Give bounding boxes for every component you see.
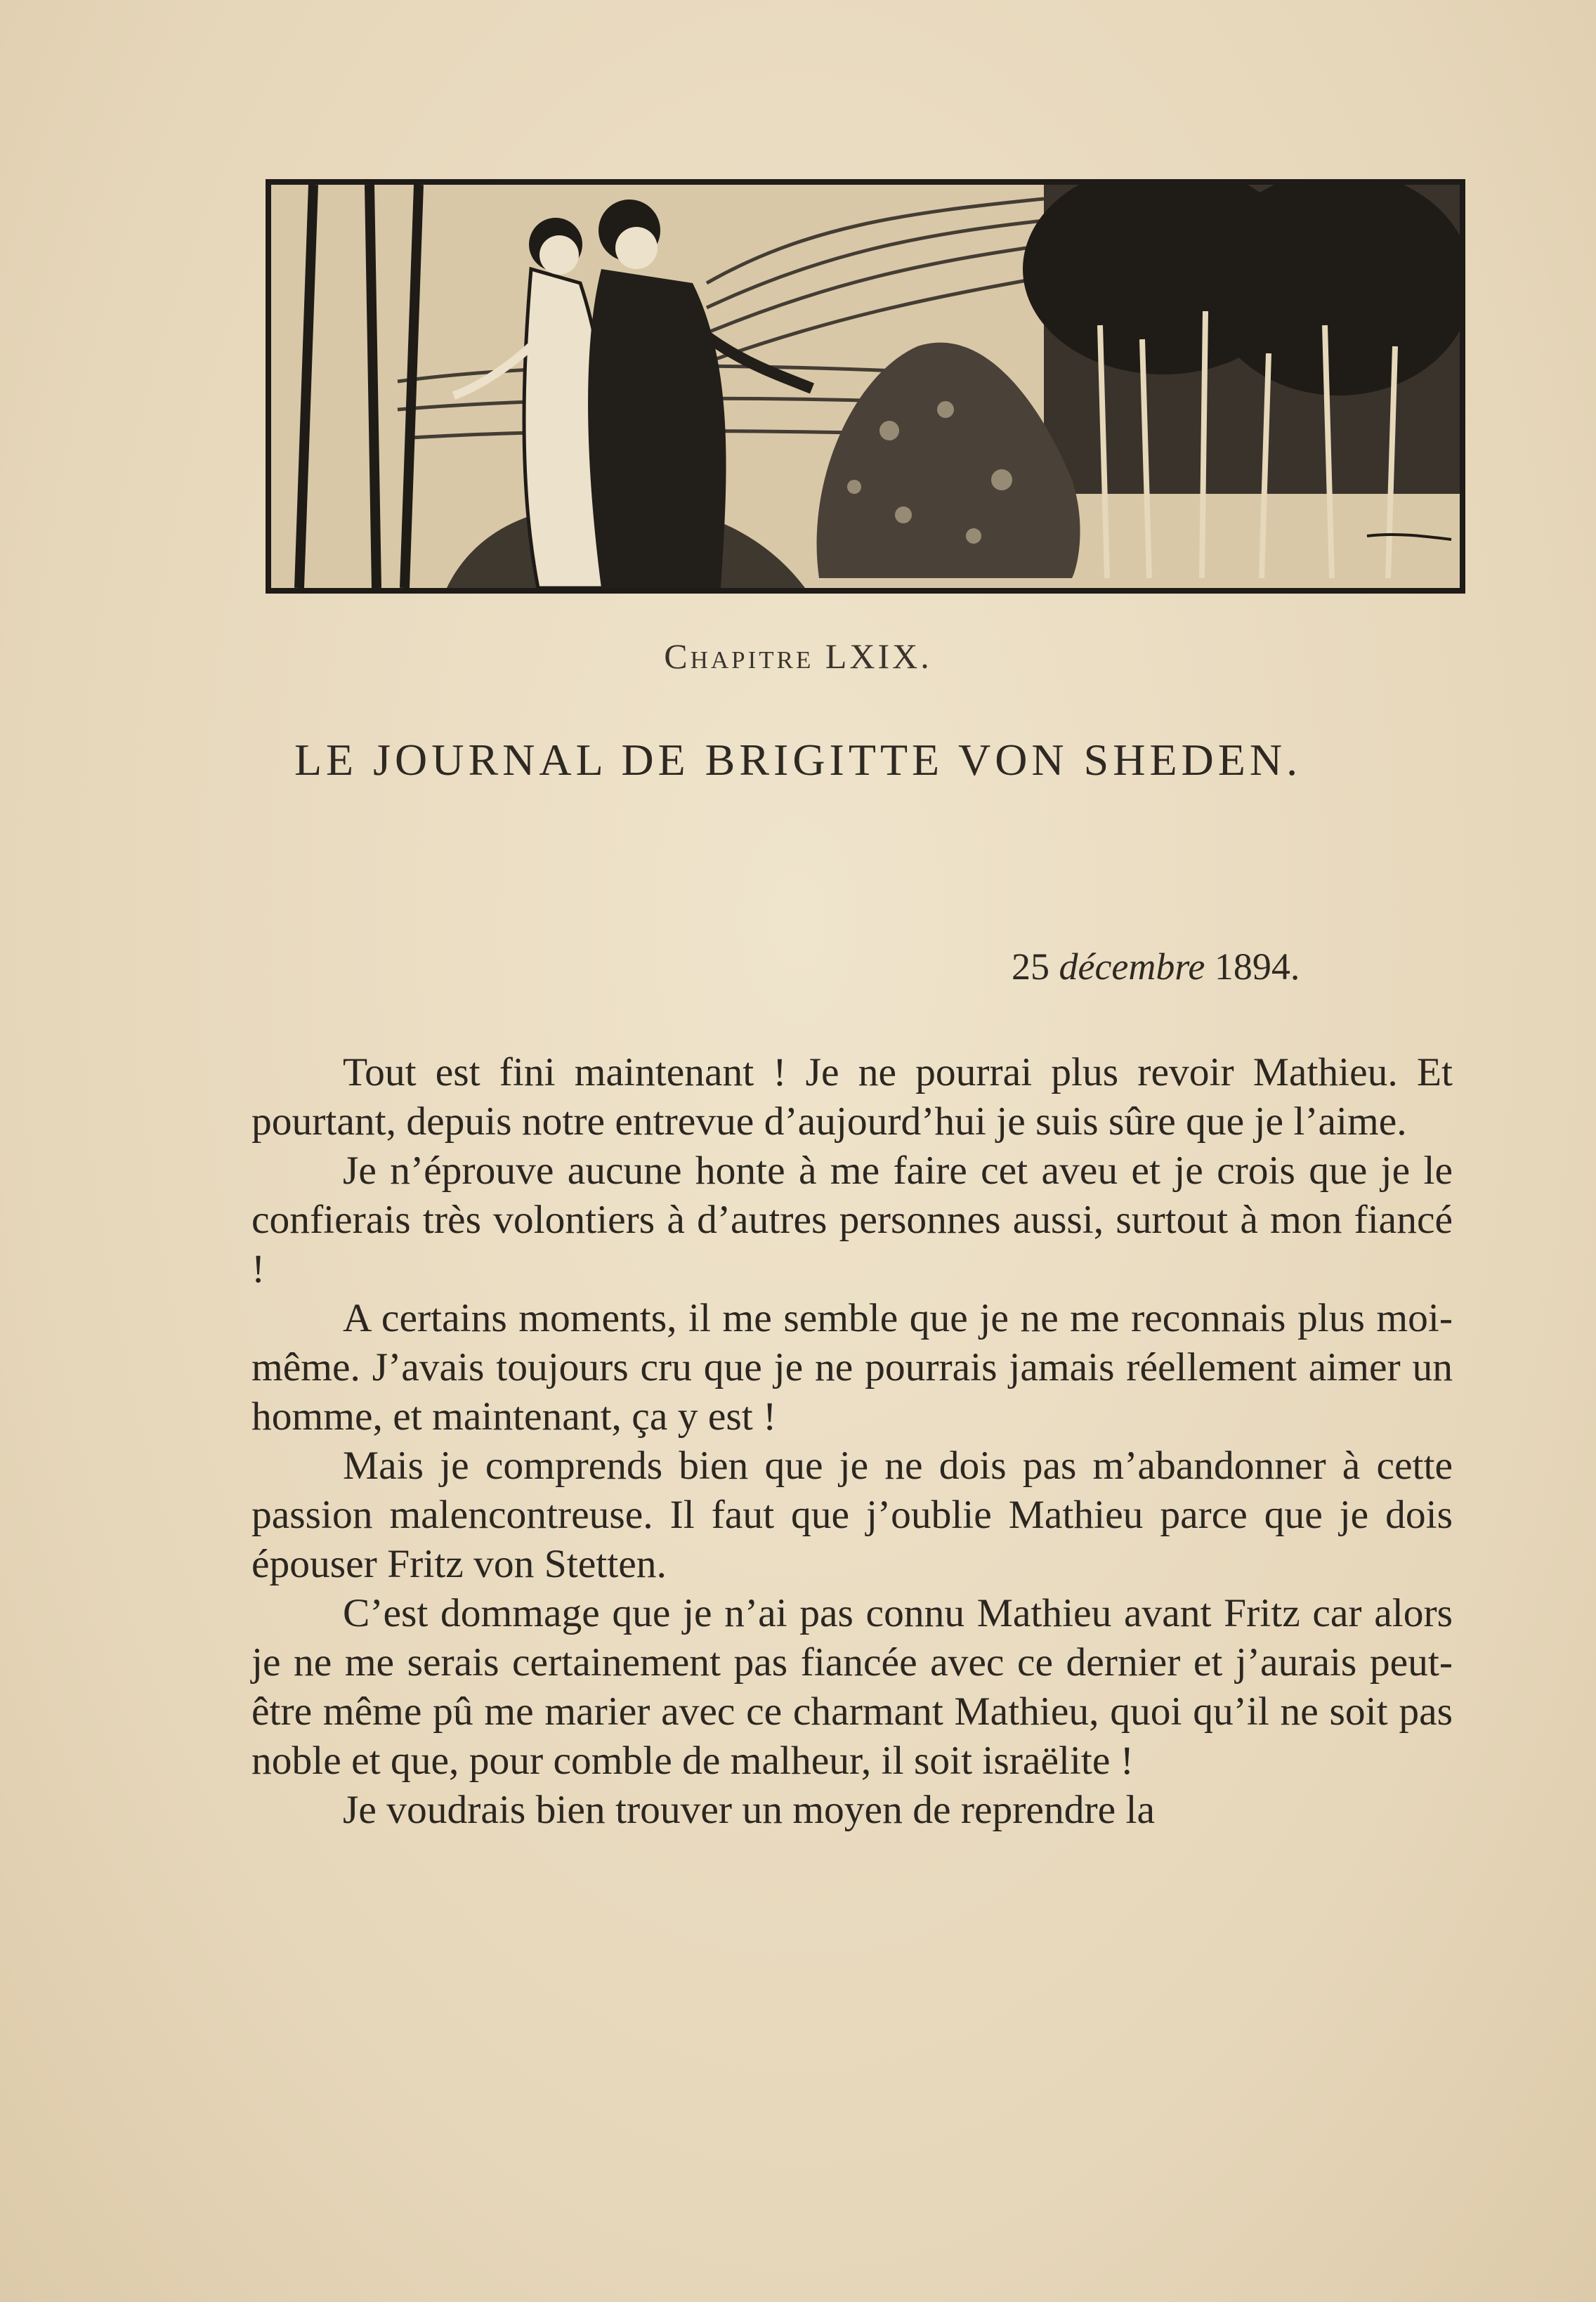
paragraph-partial: Je voudrais bien trouver un moyen de reprendre la — [343, 1788, 1155, 1832]
couple-in-landscape-engraving — [271, 185, 1460, 588]
chapter-label: Chapitre — [664, 636, 814, 676]
paragraph: A certains moments, il me semble que je ne me reconnais plus moi-même. J’avais toujours cru que je ne pourrais jamais réellement aimer un homme, et maintenant, ça y est ! — [251, 1296, 1453, 1439]
chapter-number: LXIX. — [825, 636, 932, 676]
diary-body-text — [251, 1048, 1453, 1835]
chapter-title: LE JOURNAL DE BRIGITTE VON SHEDEN. — [294, 735, 1302, 785]
chapter-heading — [0, 636, 1596, 676]
paragraph: C’est dommage que je n’ai pas connu Mathieu avant Fritz car alors je ne me serais certainement pas fiancée avec ce dernier et j’aurais peut-être même pû me marier avec ce charmant Mathieu, quoi qu’il ne soit pas noble et que, pour comble de malheur, il soit israëlite ! — [251, 1591, 1453, 1783]
date-month: décembre — [1059, 946, 1205, 988]
chapter-vignette-illustration — [266, 179, 1465, 594]
date-day: 25 — [1012, 946, 1049, 988]
diary-entry-date — [1012, 945, 1300, 988]
date-year: 1894. — [1214, 946, 1300, 988]
paragraph: Tout est fini maintenant ! Je ne pourrai plus revoir Mathieu. Et pourtant, depuis notre entrevue d’aujourd’hui je suis sûre que je l’aime. — [251, 1050, 1453, 1144]
paragraph: Je n’éprouve aucune honte à me faire cet aveu et je crois que je le confierais très volontiers à d’autres personnes aussi, surtout à mon fiancé ! — [251, 1149, 1453, 1291]
paragraph: Mais je comprends bien que je ne dois pas m’abandonner à cette passion malencontreuse. Il faut que j’oublie Mathieu parce que je dois épouser Fritz von Stetten. — [251, 1444, 1453, 1586]
